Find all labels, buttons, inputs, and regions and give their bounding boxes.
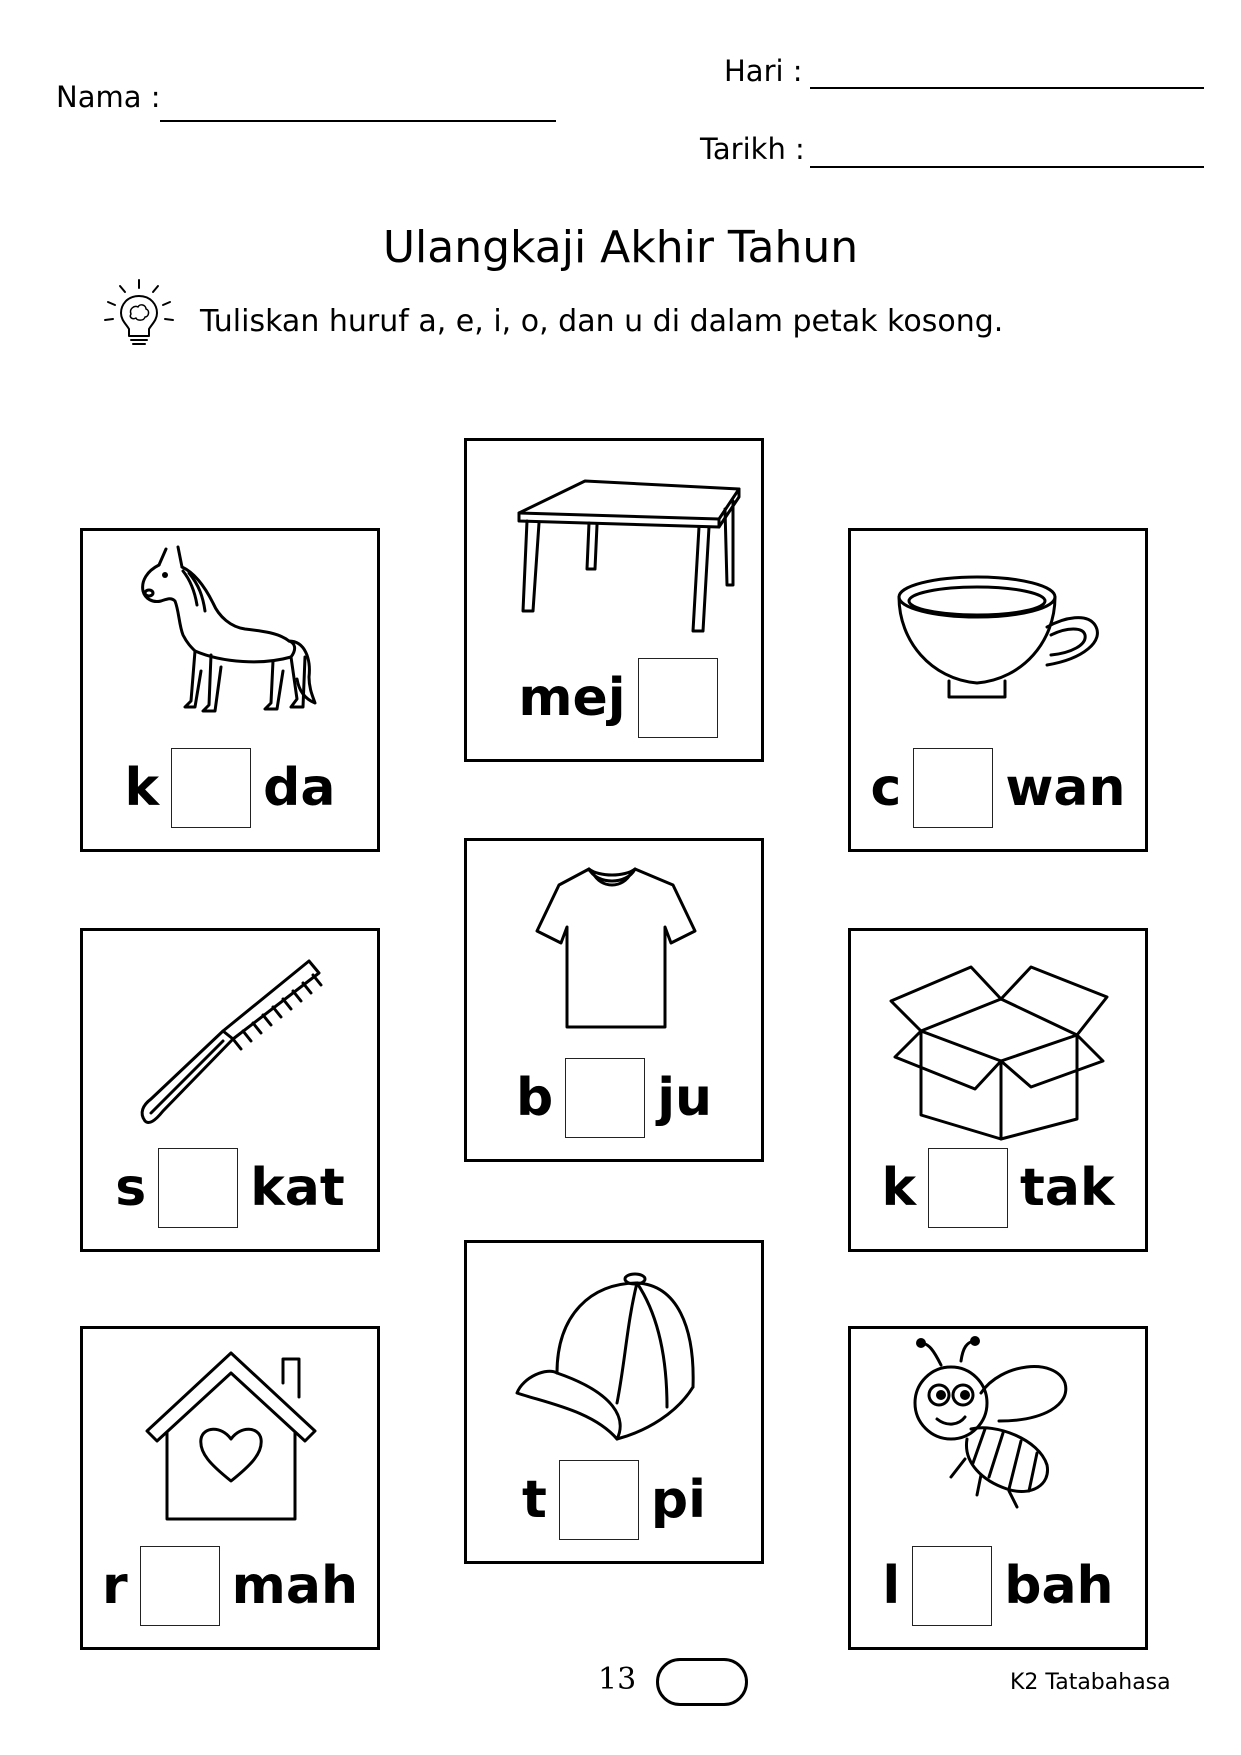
horse-icon xyxy=(83,531,377,761)
score-oval[interactable] xyxy=(656,1658,748,1706)
card-baju xyxy=(464,838,764,1162)
kotak-answer-box[interactable] xyxy=(928,1148,1008,1228)
card-rumah xyxy=(80,1326,380,1650)
card-sikat xyxy=(80,928,380,1252)
subject-label: K2 Tatabahasa xyxy=(1010,1670,1171,1695)
kotak-after: tak xyxy=(1020,1158,1115,1218)
comb-icon xyxy=(83,931,377,1161)
tarikh-field[interactable] xyxy=(810,166,1204,168)
instruction-text: Tuliskan huruf a, e, i, o, dan u di dalam petak kosong. xyxy=(200,304,1004,339)
lightbulb-brain-icon xyxy=(100,274,178,352)
table-icon xyxy=(467,441,761,671)
card-cawan xyxy=(848,528,1148,852)
rumah-after: mah xyxy=(231,1556,358,1616)
baju-after: ju xyxy=(657,1068,713,1128)
kuda-after: da xyxy=(263,758,336,818)
nama-label: Nama : xyxy=(56,80,161,114)
sikat-before: s xyxy=(115,1158,147,1218)
rumah-before: r xyxy=(102,1556,128,1616)
bee-icon xyxy=(851,1329,1145,1559)
meja-before: mej xyxy=(518,668,626,728)
card-kuda xyxy=(80,528,380,852)
card-topi xyxy=(464,1240,764,1564)
meja-answer-box[interactable] xyxy=(638,658,718,738)
card-meja xyxy=(464,438,764,762)
sikat-after: kat xyxy=(250,1158,345,1218)
kotak-before: k xyxy=(881,1158,917,1218)
baju-before: b xyxy=(515,1068,554,1128)
sikat-answer-box[interactable] xyxy=(158,1148,238,1228)
hari-label: Hari : xyxy=(724,54,803,88)
baju-answer-box[interactable] xyxy=(565,1058,645,1138)
tarikh-label: Tarikh : xyxy=(700,132,805,166)
card-lebah xyxy=(848,1326,1148,1650)
cawan-before: c xyxy=(870,758,902,818)
nama-field[interactable] xyxy=(160,120,556,122)
rumah-answer-box[interactable] xyxy=(140,1546,220,1626)
lebah-before: l xyxy=(882,1556,901,1616)
cup-icon xyxy=(851,531,1145,761)
card-kotak xyxy=(848,928,1148,1252)
lebah-after: bah xyxy=(1004,1556,1114,1616)
hari-field[interactable] xyxy=(810,87,1204,89)
cap-icon xyxy=(467,1243,761,1473)
cawan-answer-box[interactable] xyxy=(913,748,993,828)
topi-before: t xyxy=(522,1470,547,1530)
page-number: 13 xyxy=(598,1662,637,1697)
cawan-after: wan xyxy=(1005,758,1126,818)
shirt-icon xyxy=(467,841,761,1071)
kuda-before: k xyxy=(124,758,160,818)
box-icon xyxy=(851,931,1145,1161)
topi-after: pi xyxy=(650,1470,706,1530)
topi-answer-box[interactable] xyxy=(559,1460,639,1540)
page-title: Ulangkaji Akhir Tahun xyxy=(382,222,859,273)
lebah-answer-box[interactable] xyxy=(912,1546,992,1626)
house-icon xyxy=(83,1329,377,1559)
kuda-answer-box[interactable] xyxy=(171,748,251,828)
